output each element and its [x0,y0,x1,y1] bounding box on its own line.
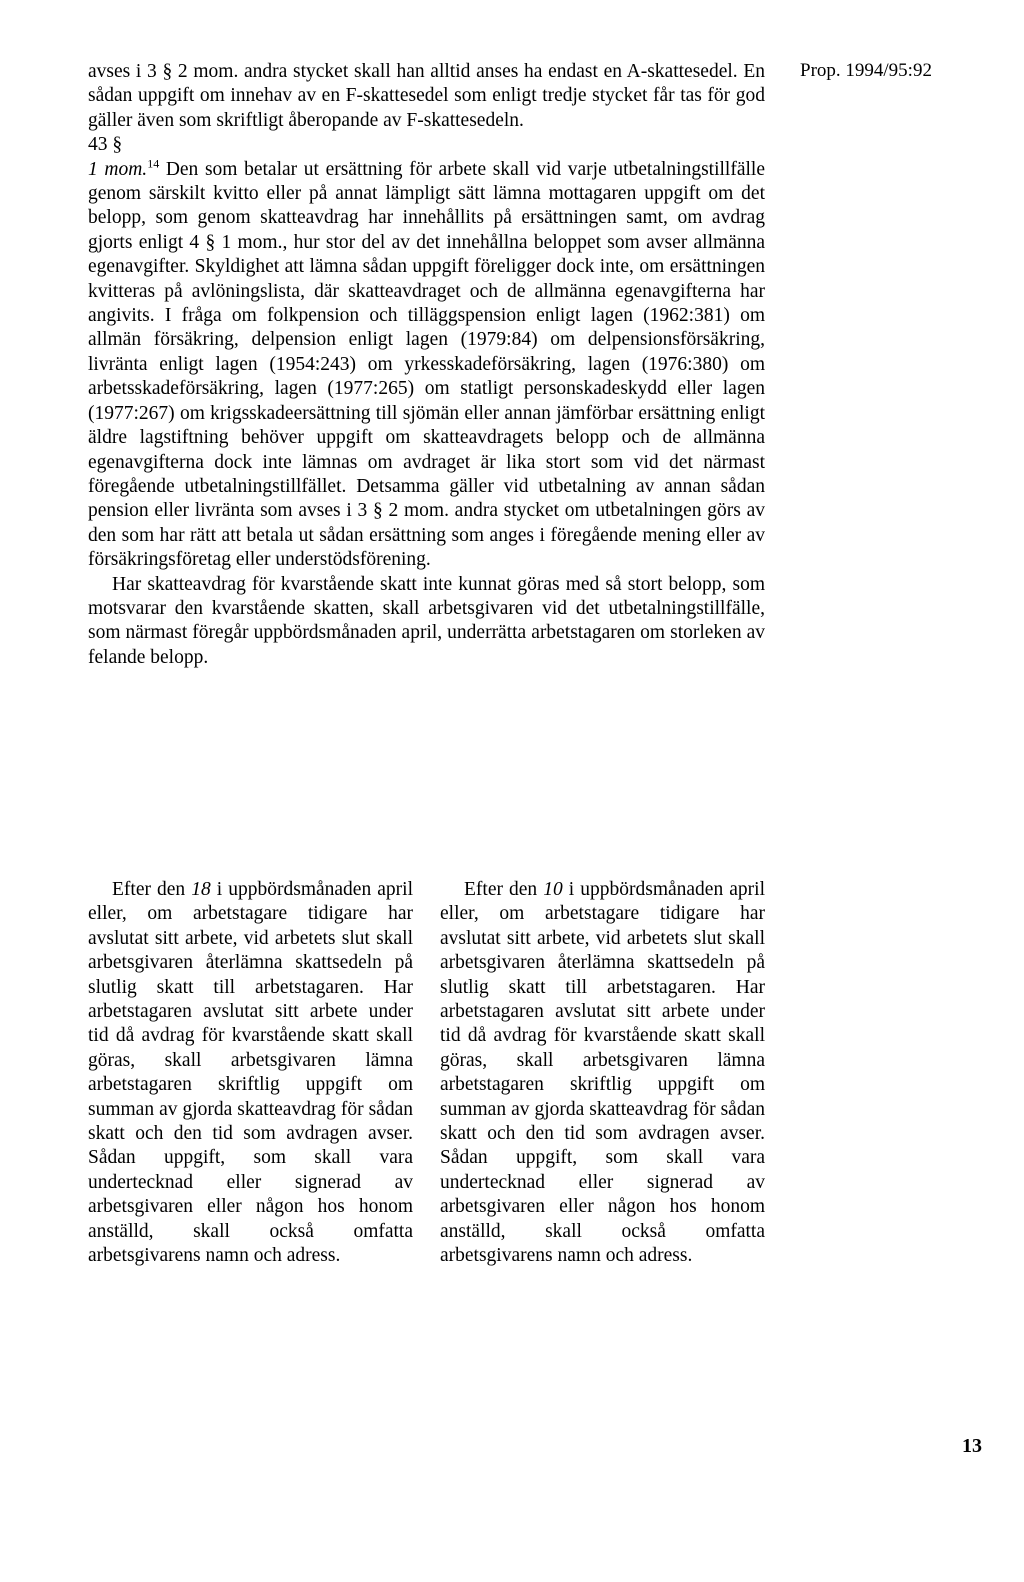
left-text: i uppbördsmånaden april eller, om arbetstagare tidigare har avslutat sitt arbete, vid arbetets slut skall arbetsgivaren återlämna skattsedeln på slutlig skatt till arbetstagaren. Har arbetstagaren avslutat sitt arbete under tid då avdrag för kvarstående skatt skall göras, skall arbetsgivaren lämna arbetstagaren skriftlig uppgift om summan av gjorda skatteavdrag för sådan skatt och den tid som avdragen avser. Sådan uppgift, som skall vara undertecknad eller signerad av arbetsgivaren eller någon hos honom anställd, skall också omfatta arbetsgivarens namn och adress. [88,879,413,1267]
section-text: Den som betalar ut ersättning för arbete skall vid varje utbetalningstillfälle genom särskilt kvitto eller på annat lämpligt sätt lämna mottagaren uppgift om det belopp, som genom skatteavdrag har innehållits på ersättningen samt, om avdrag gjorts enligt 4 § 1 mom., hur stor del av det innehållna beloppet som avser allmänna egenavgifter. Skyldighet att lämna sådan uppgift föreligger dock inte, om ersättningen kvitteras på avlöningslista, där skatteavdraget och de allmänna egenavgifterna har angivits. I fråga om folkpension och tilläggspension enligt lagen (1962:381) om allmän försäkring, delpension enligt lagen (1979:84) om delpensionsförsäkring, livränta enligt lagen (1954:243) om yrkesskadeförsäkring, lagen (1976:380) om arbetsskadeförsäkring, lagen (1977:265) om statligt personskadeskydd eller lagen (1977:267) om krigsskadeersättning till sjömän eller annan jämförbar ersättning enligt äldre lagstiftning behöver uppgift om skatteavdragets belopp och de allmänna egenavgifterna dock inte lämnas om avdraget är lika stort som vid det närmast föregående utbetalningstillfället. Detsamma gäller vid utbetalning av annan sådan pension eller livränta som avses i 3 § 2 mom. andra stycket om utbetalningen görs av den som har rätt att betala ut sådan ersättning som anges i föregående mening eller av försäkringsföretag eller understödsförening. [88,158,765,571]
left-lead: Efter den [112,879,192,900]
right-lead: Efter den [464,879,544,900]
left-day: 18 [191,879,211,900]
section-heading: 43 § [88,134,123,156]
section-paragraph [88,158,765,573]
page-number: 13 [962,1435,982,1457]
right-text: i uppbördsmånaden april eller, om arbetstagare tidigare har avslutat sitt arbete, vid arbetets slut skall arbetsgivaren återlämna skattsedeln på slutlig skatt till arbetstagaren. Har arbetstagaren avslutat sitt arbete under tid då avdrag för kvarstående skatt skall göras, skall arbetsgivaren lämna arbetstagaren skriftlig uppgift om summan av gjorda skatteavdrag för sådan skatt och den tid som avdragen avser. Sådan uppgift, som skall vara undertecknad eller signerad av arbetsgivaren eller någon hos honom anställd, skall också omfatta arbetsgivarens namn och adress. [440,879,765,1267]
footnote-reference: 14 [147,156,160,171]
right-day: 10 [543,879,563,900]
left-column-paragraph [88,878,413,1269]
main-text-block [88,60,765,670]
right-column [440,878,765,1269]
proposition-reference: Prop. 1994/95:92 [800,60,932,81]
mom-label: 1 mom. [88,158,148,180]
intro-paragraph: avses i 3 § 2 mom. andra stycket skall han alltid anses ha endast en A-skattesedel. En sådan uppgift om innehav av en F-skattesedel som enligt tredje stycket får tas för god gäller även som skriftligt åberopande av F-skattesedeln. [88,61,765,131]
left-column [88,878,413,1269]
second-paragraph: Har skatteavdrag för kvarstående skatt inte kunnat göras med så stort belopp, som motsvarar den kvarstående skatten, skall arbetsgivaren vid det utbetalningstillfälle, som närmast föregår uppbördsmånaden april, underrätta arbetstagaren om storleken av felande belopp. [88,573,765,668]
right-column-paragraph [440,878,765,1269]
